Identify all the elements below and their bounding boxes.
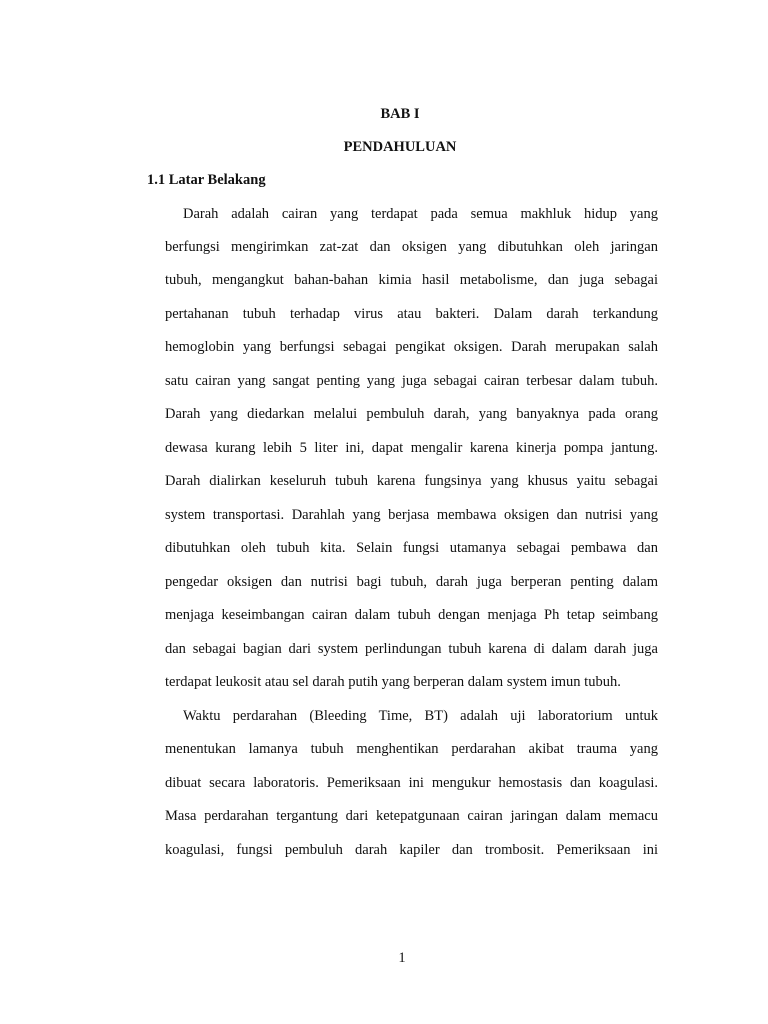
paragraph-1-line: Darah dialirkan keseluruh tubuh karena fungsinya yang khusus yaitu sebagai bbox=[165, 473, 658, 489]
paragraph-1-line: dewasa kurang lebih 5 liter ini, dapat mengalir karena kinerja pompa jantung. bbox=[165, 440, 658, 456]
paragraph-1-line: system transportasi. Darahlah yang berjasa membawa oksigen dan nutrisi yang bbox=[165, 507, 658, 523]
paragraph-1-line: Darah yang diedarkan melalui pembuluh darah, yang banyaknya pada orang bbox=[165, 406, 658, 422]
chapter-label: BAB I bbox=[380, 106, 420, 122]
paragraph-1-line: dibutuhkan oleh tubuh kita. Selain fungsi utamanya sebagai pembawa dan bbox=[165, 540, 658, 556]
paragraph-1-line: dan sebagai bagian dari system perlindungan tubuh karena di dalam darah juga bbox=[165, 641, 658, 657]
paragraph-1-line: pertahanan tubuh terhadap virus atau bakteri. Dalam darah terkandung bbox=[165, 306, 658, 322]
paragraph-1-line: pengedar oksigen dan nutrisi bagi tubuh, darah juga berperan penting dalam bbox=[165, 574, 658, 590]
paragraph-1-line: menjaga keseimbangan cairan dalam tubuh dengan menjaga Ph tetap seimbang bbox=[165, 607, 658, 623]
paragraph-2-line: Masa perdarahan tergantung dari ketepatgunaan cairan jaringan dalam memacu bbox=[165, 808, 658, 824]
paragraph-1-line: berfungsi mengirimkan zat-zat dan oksigen yang dibutuhkan oleh jaringan bbox=[165, 239, 658, 255]
page-number: 1 bbox=[398, 950, 406, 966]
chapter-title: PENDAHULUAN bbox=[343, 139, 457, 155]
paragraph-1-line: hemoglobin yang berfungsi sebagai pengikat oksigen. Darah merupakan salah bbox=[165, 339, 658, 355]
paragraph-2-line: dibuat secara laboratoris. Pemeriksaan ini mengukur hemostasis dan koagulasi. bbox=[165, 775, 658, 791]
paragraph-2-line: koagulasi, fungsi pembuluh darah kapiler dan trombosit. Pemeriksaan ini bbox=[165, 842, 658, 858]
paragraph-2-line: menentukan lamanya tubuh menghentikan perdarahan akibat trauma yang bbox=[165, 741, 658, 757]
paragraph-2-line: Waktu perdarahan (Bleeding Time, BT) adalah uji laboratorium untuk bbox=[183, 708, 658, 724]
paragraph-1-line: terdapat leukosit atau sel darah putih yang berperan dalam system imun tubuh. bbox=[165, 674, 621, 690]
paragraph-1-line: Darah adalah cairan yang terdapat pada semua makhluk hidup yang bbox=[183, 206, 658, 222]
paragraph-1-line: satu cairan yang sangat penting yang juga sebagai cairan terbesar dalam tubuh. bbox=[165, 373, 658, 389]
paragraph-1-line: tubuh, mengangkut bahan-bahan kimia hasil metabolisme, dan juga sebagai bbox=[165, 272, 658, 288]
section-title: 1.1 Latar Belakang bbox=[147, 172, 266, 188]
